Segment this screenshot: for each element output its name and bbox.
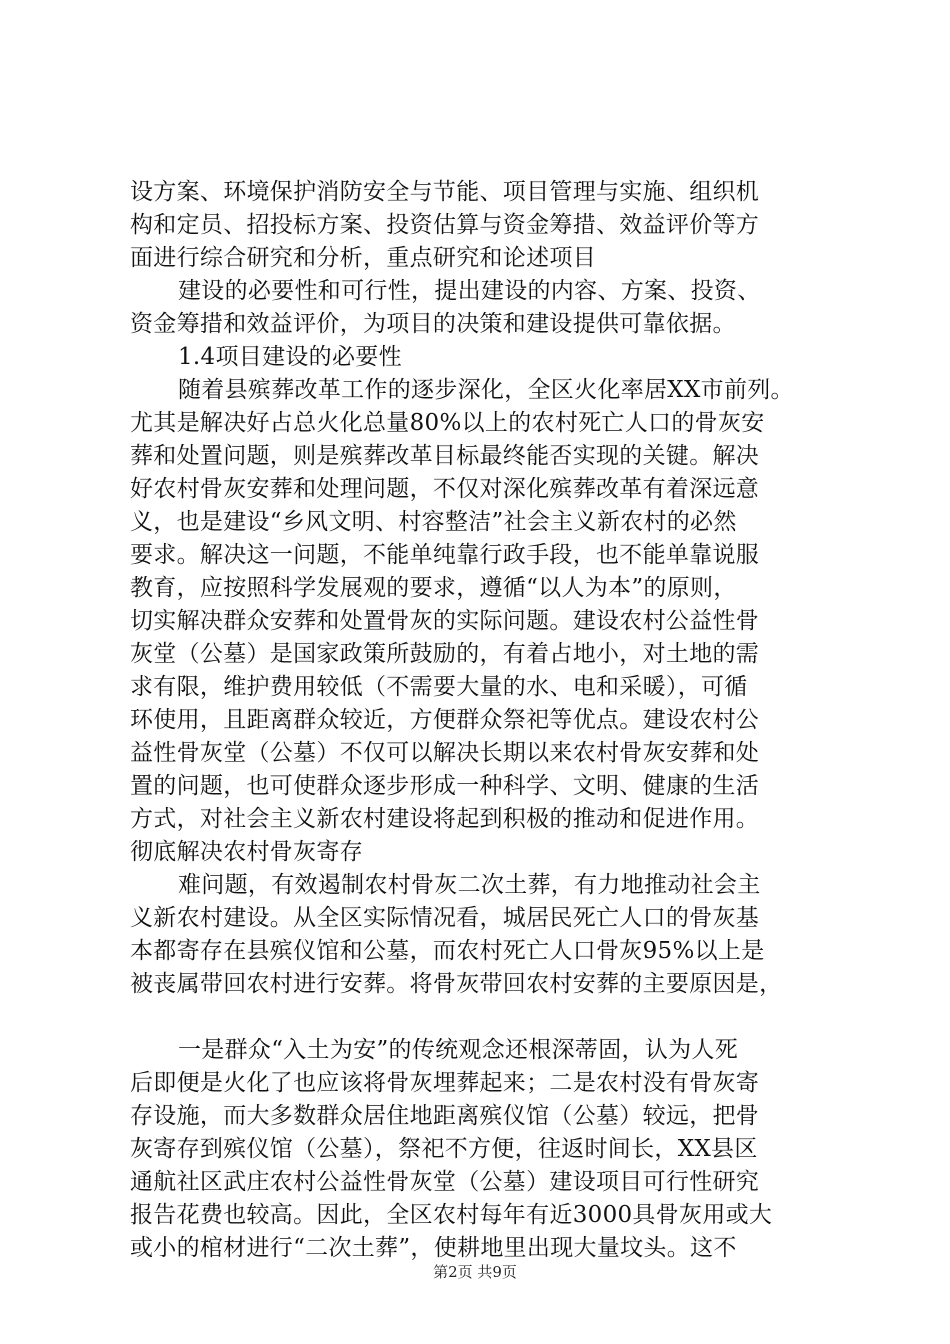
text-line: 教育，应按照科学发展观的要求，遵循“以人为本”的原则， bbox=[130, 575, 737, 601]
text-line: 置的问题，也可使群众逐步形成一种科学、文明、健康的生活 bbox=[130, 773, 760, 799]
text-line: 构和定员、招投标方案、投资估算与资金筹措、效益评价等方 bbox=[130, 212, 760, 238]
page-number: 第2页 共9页 bbox=[433, 1263, 517, 1281]
text-line: 资金筹措和效益评价，为项目的决策和建设提供可靠依据。 bbox=[130, 311, 736, 337]
text-line: 环使用，且距离群众较近，方便群众祭祀等优点。建设农村公 bbox=[130, 707, 760, 733]
text-line: 尤其是解决好占总火化总量80%以上的农村死亡人口的骨灰安 bbox=[130, 410, 765, 436]
text-line: 后即便是火化了也应该将骨灰埋葬起来；二是农村没有骨灰寄 bbox=[130, 1070, 760, 1096]
text-line: 难问题，有效遏制农村骨灰二次土葬，有力地推动社会主 bbox=[178, 872, 761, 898]
text-line: 设方案、环境保护消防安全与节能、项目管理与实施、组织机 bbox=[130, 179, 760, 205]
text-line: 好农村骨灰安葬和处理问题，不仅对深化殡葬改革有着深远意 bbox=[130, 476, 760, 502]
text-line: 要求。解决这一问题，不能单纯靠行政手段，也不能单靠说服 bbox=[130, 542, 760, 568]
text-line: 义新农村建设。从全区实际情况看，城居民死亡人口的骨灰基 bbox=[130, 905, 760, 931]
text-line: 葬和处置问题，则是殡葬改革目标最终能否实现的关键。解决 bbox=[130, 443, 760, 469]
text-line: 求有限，维护费用较低（不需要大量的水、电和采暖），可循 bbox=[130, 674, 748, 700]
text-line: 本都寄存在县殡仪馆和公墓，而农村死亡人口骨灰95%以上是 bbox=[130, 938, 765, 964]
text-line: 随着县殡葬改革工作的逐步深化，全区火化率居XX市前列。 bbox=[178, 377, 794, 403]
text-line: 方式，对社会主义新农村建设将起到积极的推动和促进作用。 bbox=[130, 806, 760, 832]
text-line: 面进行综合研究和分析，重点研究和论述项目 bbox=[130, 245, 596, 271]
text-line: 存设施，而大多数群众居住地距离殡仪馆（公墓）较远，把骨 bbox=[130, 1103, 760, 1129]
text-line: 义，也是建设“乡风文明、村容整洁”社会主义新农村的必然 bbox=[130, 509, 737, 535]
text-line: 被丧属带回农村进行安葬。将骨灰带回农村安葬的主要原因是， bbox=[130, 971, 783, 997]
text-line: 灰寄存到殡仪馆（公墓），祭祀不方便，往返时间长，XX县区 bbox=[130, 1136, 758, 1162]
text-line: 或小的棺材进行“二次土葬”，使耕地里出现大量坟头。这不 bbox=[130, 1235, 737, 1261]
text-line: 益性骨灰堂（公墓）不仅可以解决长期以来农村骨灰安葬和处 bbox=[130, 740, 760, 766]
text-line: 切实解决群众安葬和处置骨灰的实际问题。建设农村公益性骨 bbox=[130, 608, 760, 634]
text-line: 通航社区武庄农村公益性骨灰堂（公墓）建设项目可行性研究 bbox=[130, 1169, 760, 1195]
text-line: 彻底解决农村骨灰寄存 bbox=[130, 839, 363, 865]
text-line: 建设的必要性和可行性，提出建设的内容、方案、投资、 bbox=[178, 278, 761, 304]
text-line: 一是群众“入土为安”的传统观念还根深蒂固，认为人死 bbox=[178, 1037, 739, 1063]
text-line: 报告花费也较高。因此，全区农村每年有近3000具骨灰用或大 bbox=[130, 1202, 773, 1228]
text-line: 灰堂（公墓）是国家政策所鼓励的，有着占地小，对土地的需 bbox=[130, 641, 760, 667]
section-heading: 1.4项目建设的必要性 bbox=[178, 344, 402, 370]
